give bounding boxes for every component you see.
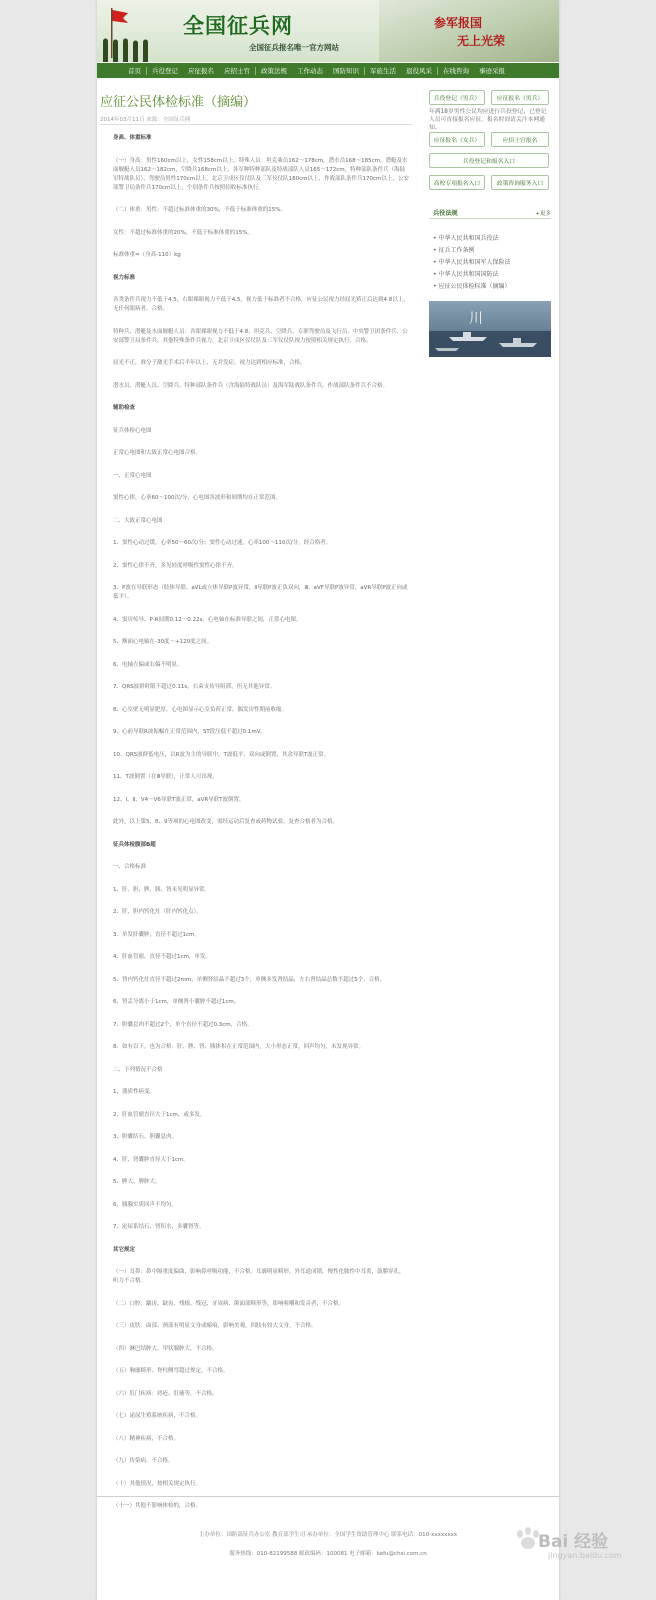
article-paragraph: 6、胰腺实质回声不均匀。: [113, 1201, 178, 1208]
nav-item-policy[interactable]: 政策法规: [261, 67, 287, 75]
article-paragraph: 8、如有以下，也为合格：肝、脾、肾、胰体积在正常范围内，大小形态正常，回声均匀，未发现异常。: [113, 1044, 365, 1050]
nav-item-military-life[interactable]: 军旅生活: [370, 67, 396, 75]
article-paragraph: 1、窦性心动过缓，心率50～60次/分；窦性心动过速，心率100～110次/分，经合格者。: [113, 540, 332, 546]
article-paragraph: 此外，以上第5、8、9等项的心电图改变，需经运动后复查或药物试验，复查合格者为合格。: [113, 819, 339, 825]
article-paragraph: 1、肝、胆、脾、胰、肾未见明显异常。: [113, 886, 211, 893]
article-paragraph: 5、脾大、脾肿大。: [113, 1179, 161, 1185]
article-paragraph: （一）耳鼻：鼻中隔重度偏曲，影响鼻呼吸功能，不合格。耳廓明显畸形，外耳道闭锁，慢性化脓性中耳炎，鼓膜穿孔，听力不合格。: [113, 1269, 405, 1284]
article-paragraph: 6、肾盂分离小于1cm，单侧肾小囊肿不超过1cm。: [113, 999, 240, 1005]
college-entry-button[interactable]: 高校专项报名入口: [429, 175, 485, 190]
apply-female-button[interactable]: 应征报名（女兵）: [429, 132, 485, 147]
law-link[interactable]: • 征兵工作条例: [433, 247, 475, 254]
site-logo[interactable]: 全国征兵网: [183, 13, 293, 38]
article-paragraph: 7、胆囊息肉不超过2个，单个直径不超过0.3cm，合格。: [113, 1021, 253, 1028]
law-link[interactable]: • 中华人民共和国国防法: [433, 271, 499, 278]
footer-contact: 服务热线：010-82199588 邮政编码：100081 电子邮箱：kefu@chsi.com.cn: [229, 1551, 427, 1557]
article-paragraph: （二）口腔：龋齿、缺齿、残根、残冠、牙周病、颌面部畸形等，影响咀嚼和发音者，不合格。: [113, 1300, 345, 1307]
article-section-heading: 辅助检查: [113, 405, 136, 411]
nav-item-nco[interactable]: 应招士官: [224, 67, 250, 75]
svg-text:川: 川: [469, 311, 483, 327]
article-paragraph: 5、肾内钙化灶直径不超过2mm，单侧肾结晶不超过3个，单侧多发肾结晶，左右肾结晶总数不超过5个，合格。: [113, 976, 386, 983]
article-paragraph: （十一）其他不影响体检的，合格。: [113, 1503, 202, 1509]
article-paragraph: （一）身高：男性160cm以上，女性158cm以上。特殊人员：坦克乘员162～178cm，潜水员168～185cm，潜艇及水面舰艇人员162～182cm，空降兵168cm以上，各军种特种部队及特战部队人员165～172cm，特种部队条件兵（海陆军特战队员），驾驶员男性170cm以上，北京卫戍区仪仗队及三军仪仗队180cm以上，作战部队条件兵170cm以上，公安部警卫局条件兵170cm以上，个别条件兵按照招收标准执行。: [113, 157, 409, 191]
article-paragraph: 7、QRS波群时限不超过0.11s，右束支传导阻滞，但无其他异常。: [113, 684, 276, 690]
article-paragraph: 4、肝、肾囊肿直径大于1cm。: [113, 1156, 189, 1163]
article-paragraph: 10、QRS波群低电压，以R波为主的导联中，T波低平、双向或倒置，其余导联T波正常。: [113, 751, 330, 758]
soldiers-image: [97, 38, 177, 62]
article-paragraph: 窦性心律，心率60～100次/分，心电图各波形和间期均在正常范围。: [113, 495, 281, 501]
article-paragraph: 5、额面心电轴在-30度～+120度之间。: [113, 639, 213, 645]
article-paragraph: 2、肝血管瘤直径大于1cm，或多发。: [113, 1111, 206, 1118]
nav-item-consult[interactable]: 在线咨询: [443, 67, 469, 75]
article-paragraph: 各类条件兵视力不低于4.5，右眼裸眼视力不低于4.5。视力低于标准者不合格，应征公民视力经屈光矫正后达到4.8以上，无任何眼病者，合格。: [113, 297, 409, 312]
article-section-heading: 身高、体重标准: [113, 135, 152, 141]
nav-item-registration[interactable]: 兵役登记: [152, 67, 178, 75]
law-link[interactable]: • 中华人民共和国军人保险法: [433, 259, 511, 266]
laws-more-link[interactable]: +更多: [535, 211, 551, 217]
slogan-line-2: 无上光荣: [457, 34, 506, 48]
article-paragraph: 屈光不正，准分子激光手术后半年以上，无并发症，视力达到相应标准，合格。: [113, 360, 306, 366]
article-paragraph: 12、Ⅰ、Ⅱ、V4～V6导联T波正常，aVR导联T波倒置。: [113, 796, 245, 803]
sidebar-note: 年满18岁男性公民均应进行兵役登记，已登记人员可直接报名应征，报名时间请关注本网通知。: [429, 109, 547, 131]
footer-divider: [97, 1496, 559, 1497]
page-container: [97, 0, 559, 1600]
nav-item-veterans[interactable]: 退役风采: [406, 67, 432, 75]
article-paragraph: 2、肝、胆内钙化灶（肝内钙化点）。: [113, 909, 202, 915]
laws-section-header: [429, 207, 551, 219]
article-paragraph: 特种兵、潜艇及水面舰艇人员：各眼裸眼视力不低于4.8，坦克兵、空降兵、专职驾驶员及飞行员、中央警卫团条件兵、公安部警卫局条件兵，其他特殊条件兵视力，北京卫戍区仪仗队及三军仪仗队视力按照相关规定执行，合格。: [113, 328, 408, 344]
law-link[interactable]: • 应征公民体检标准（摘编）: [433, 283, 511, 290]
article-paragraph: 7、泌尿系结石、肾积水、多囊肾等。: [113, 1224, 205, 1230]
article-paragraph: 6、电轴左偏或右偏不明显。: [113, 661, 183, 668]
article-paragraph: 8、心室壁无明显肥厚，心电图显示心室负荷正常，偶发房性期前收缩。: [113, 706, 288, 713]
main-nav: [97, 63, 559, 78]
article-title: 应征公民体检标准（摘编）: [100, 95, 257, 110]
article-paragraph: 9、心前导联R波振幅在正常范围内，ST段压低不超过0.1mV。: [113, 729, 267, 735]
article-paragraph: 正常心电图和大致正常心电图合格。: [113, 450, 202, 456]
watermark-brand: Bai 经验: [538, 1532, 609, 1552]
article-paragraph: 一、合格标准: [113, 864, 147, 870]
article-paragraph: 3、单发肝囊肿，直径不超过1cm。: [113, 931, 200, 938]
nav-item-defense[interactable]: 国防知识: [333, 67, 359, 75]
article-paragraph: 3、P波在导联形态（肢体导联、aVL或立体导联P波异常，Ⅱ导联P波正负双向，Ⅲ、aVF导联P波异常，aVR导联P波正向或低平）。: [113, 585, 408, 600]
article-paragraph: （五）胸廓畸形、脊柱侧弯超过规定，不合格。: [113, 1368, 229, 1374]
article-paragraph: 标准体重=（身高-110）kg: [113, 252, 181, 258]
article-meta: 2014年03月11日 来源：全国征兵网: [100, 117, 191, 123]
nav-item-news[interactable]: 工作动态: [297, 67, 323, 75]
article-paragraph: 征兵体检心电图: [113, 427, 152, 434]
article-section-heading: 视力标准: [113, 274, 136, 281]
article-paragraph: （二）体重：男性：不超过标准体重的30%，不低于标准体重的15%。: [113, 207, 286, 213]
article-paragraph: （四）淋巴结肿大、甲状腺肿大，不合格。: [113, 1345, 218, 1352]
article-paragraph: 1、器质性病变。: [113, 1089, 155, 1095]
nav-item-stories[interactable]: 事迹采报: [479, 67, 505, 75]
registration-entry-button[interactable]: 兵役登记和报名入口: [429, 153, 549, 168]
apply-nco-button[interactable]: 应招士官报名: [491, 132, 549, 147]
nav-item-apply[interactable]: 应征报名: [188, 67, 214, 75]
apply-male-button[interactable]: 应征报名（男兵）: [491, 90, 549, 105]
article-paragraph: 一、正常心电图: [113, 472, 152, 479]
consult-entry-button[interactable]: 政策咨询服务入口: [491, 175, 549, 190]
article-paragraph: 二、大致正常心电图: [113, 517, 163, 524]
article-paragraph: （八）精神疾病，不合格。: [113, 1435, 180, 1442]
footer-organizers: 主办单位：国防部征兵办公室 教育部学生司 承办单位：全国学生资助管理中心 联系电话：010-xxxxxxxx: [198, 1532, 458, 1538]
article-paragraph: 潜水员、潜艇人员、空降兵、特种部队条件兵（含海陆特战队员）及海军陆战队条件兵，作战部队条件兵不合格。: [113, 382, 389, 389]
title-divider: [100, 124, 412, 125]
site-banner: [97, 0, 559, 62]
article-paragraph: （六）肛门疾病：痔疮、肛瘘等，不合格。: [113, 1390, 218, 1397]
article-paragraph: （三）皮肤：面部、颈部有明显文身或瘢痕，影响美观，四肢有较大文身，不合格。: [113, 1323, 317, 1329]
article-paragraph: （十）其他情况，按相关规定执行。: [113, 1480, 202, 1487]
article-paragraph: （九）传染病，不合格。: [113, 1458, 174, 1464]
article-paragraph: 4、窦房传导、P-R间期0.12～0.22s，心电轴在标准导联之间，正常心电图。: [113, 616, 302, 623]
article-paragraph: （七）泌尿生殖系统疾病，不合格。: [113, 1413, 202, 1419]
navy-fleet-photo[interactable]: [429, 301, 551, 357]
great-wall-image: [379, 0, 559, 62]
article-section-heading: 其它规定: [113, 1246, 136, 1253]
nav-item-home[interactable]: 首页: [128, 67, 141, 75]
slogan-line-1: 参军报国: [434, 16, 483, 30]
law-link[interactable]: • 中华人民共和国兵役法: [433, 235, 499, 242]
ships-image: [429, 301, 551, 357]
article-paragraph: 二、下列情况不合格: [113, 1066, 163, 1073]
article-paragraph: 2、窦性心律不齐，多见轻度呼吸性窦性心律不齐。: [113, 562, 238, 569]
article-paragraph: 3、胆囊结石、胆囊息肉。: [113, 1134, 178, 1140]
article-paragraph: 女性：不超过标准体重的20%，不低于标准体重的15%。: [113, 229, 253, 236]
site-subtitle: 全国征兵报名唯一官方网站: [249, 43, 339, 52]
watermark-url: jingyan.baidu.com: [548, 1551, 622, 1560]
article-section-heading: 征兵体检腹部B超: [113, 841, 156, 848]
laws-section-title: 兵役法规: [433, 210, 458, 217]
article-paragraph: 11、T波倒置（在Ⅲ导联），正常人可出现。: [113, 774, 218, 780]
register-male-button[interactable]: 兵役登记（男兵）: [429, 90, 485, 105]
article-paragraph: 4、肝血管瘤，直径不超过1cm，单发。: [113, 954, 211, 960]
